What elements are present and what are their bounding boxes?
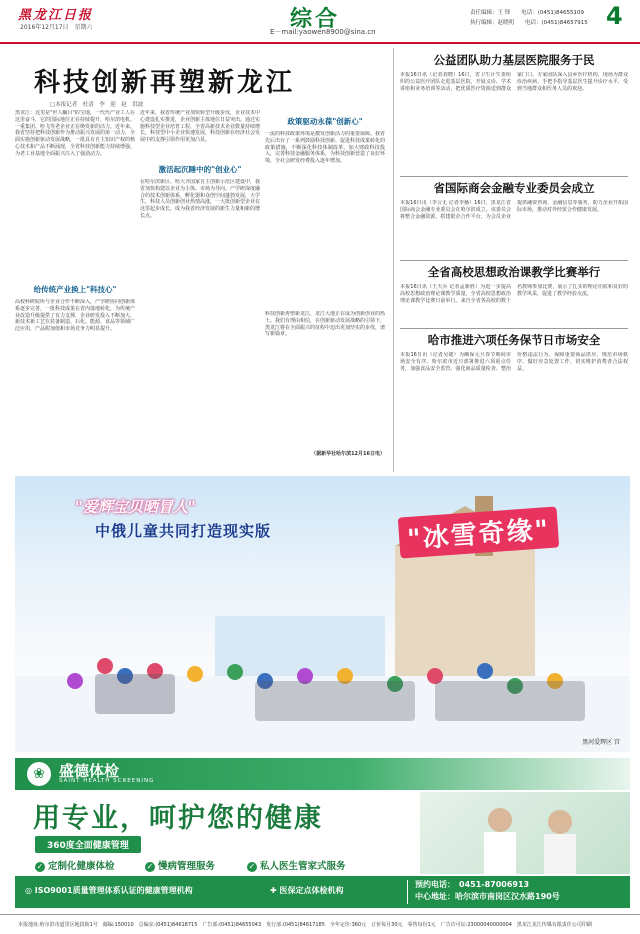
byline: □本报记者 杜清 李 迎 赵 洪波 <box>50 102 144 108</box>
photo-title-highlight: "冰雪奇缘" <box>398 507 560 559</box>
article-paragraph: 黑龙江：这里是"世人瞩目"的宝地，一代代产业工人在这里奋斗，它的国际地位正在持续提升，哈尔滨电机、一重集团、哈飞等老企业正在焕发新的活力。近年来，我省坚持把科技创新作为推动振兴发展的第一动力，全面实施创新驱动发展战略，一批具有自主知识产权的核心技术和产品不断涌现，全省科技创新能力持续增强，为老工业基地全面振兴注入了强劲动力。 <box>15 110 135 157</box>
ad-brand-name: 盛德体检 <box>59 762 120 780</box>
brief-body: 本报16日讯（王天兵 记者孟新胜）为进一步提高高校思想政治理论课教学质量，全省高校思想政治理论课教学比赛日前举行。来自全省各高校的数十名教师参加比赛，展示了扎实的理论功底和良好的教学风采，促进了教学经验交流。 <box>400 284 628 304</box>
ad-iso: ◎ ISO9001质量管理体系认证的健康管理机构 <box>25 886 193 895</box>
ad-hotline: 预约电话： 0451-87006913 <box>415 880 530 889</box>
ad-service-2: ✓ 慢病管理服务 <box>146 861 216 872</box>
check-icon: ✓ <box>248 861 256 871</box>
article-column-3 <box>265 110 385 472</box>
article-column-1 <box>15 110 135 472</box>
brief-body: 本报16日讯（记者吴婕）为确保元旦春节期间市场安全有序，哈尔滨市近日部署推进六项重点任务，加强食品安全监管、强化商品质量检查、整治价格违法行为、保障重要商品供应、规范市场秩序、做好应急处置工作，切实维护消费者合法权益。 <box>400 352 628 372</box>
brief-title: 哈市推进六项任务保节日市场安全 <box>427 333 601 347</box>
ad-brand-english: SAINT HEALTH SCREENING <box>59 778 155 784</box>
editor-info <box>470 8 588 28</box>
ad-tagline: 360度全面健康管理 <box>35 836 141 853</box>
article-paragraph: 高校科研院所与企业合作不断深入，产学研协同创新体系逐步完善，一批科技成果在省内落地转化，为传统产业改造升级提供了有力支撑，企业研发投入不断加大，新技术新工艺在装备制造、石化、能源、食品等领域广泛应用，产品附加值和市场竞争力明显提升。 <box>15 299 135 333</box>
check-icon: ✓ <box>146 861 154 871</box>
ad-brand-bar <box>15 758 630 790</box>
ad-contact <box>415 879 560 903</box>
brief-body: 本报16日讯（记者刘晓）16日，省卫生计生委组织的公益医疗团队走进基层医院，开展义诊、学术讲座和业务培训等活动，把优质医疗资源送到群众家门口。专家团队深入县乡医疗机构，现场为群众诊治疾病，手把手指导基层医生提升诊疗水平，受到当地群众和医务人员的欢迎。 <box>400 72 628 92</box>
ad-footer-bar <box>15 876 630 908</box>
main-headline: 科技创新再塑新龙江 <box>34 68 296 98</box>
divider <box>400 176 628 177</box>
photo-title-event: "爱辉宝贝晒冒人" <box>75 498 196 516</box>
article-subhead: 给传统产业换上"科技心" <box>33 285 117 294</box>
photo-title-main: 中俄儿童共同打造现实版 <box>95 522 272 540</box>
brief-title: 全省高校思想政治课教学比赛举行 <box>427 265 601 279</box>
article-column-2 <box>140 110 260 472</box>
divider <box>400 328 628 329</box>
ad-service-3: ✓ 私人医生管家式服务 <box>248 861 346 872</box>
section-email: E－mail:yaowen8900@sina.cn <box>270 28 376 36</box>
brief-1 <box>400 52 628 180</box>
brief-title: 省国际商会金融专业委员会成立 <box>433 181 595 195</box>
column-divider <box>393 48 394 472</box>
ad-service-1: ✓ 定制化健康体检 <box>36 861 115 872</box>
article-subhead: 政策驱动永葆"创新心" <box>287 117 363 126</box>
brief-3 <box>400 264 628 342</box>
article-paragraph: 科技创新再塑新龙江，龙江大地正在成为创新创业的热土。我们有理由相信，在创新驱动发展战略的引领下，黑龙江将在全面振兴的征程中迈出更加坚实的步伐，谱写新篇章。 <box>265 311 385 338</box>
article-paragraph: 在哈尔滨新区、哈大齐国家自主创新示范区建设中，我省加快构建以企业为主体、市场为导向、产学研深度融合的技术创新体系，孵化器和众创空间蓬勃发展，大学生、科技人员创新创业热情高涨，一大批创新型企业在这里起步成长，成为我省经济发展的新生力量和新的增长点。 <box>140 179 260 219</box>
brief-title: 公益团队助力基层医院服务于民 <box>433 53 595 67</box>
continue-note: （据新华社哈尔滨12月16日电） <box>311 451 385 457</box>
advertisement <box>15 758 630 908</box>
divider <box>400 260 628 261</box>
news-photo <box>15 476 630 752</box>
editor-line: 责任编辑：王 铎 电话：(0451)84655109 <box>470 10 585 16</box>
ad-address: 中心地址：哈尔滨市南岗区汉水路190号 <box>415 892 560 901</box>
article-subhead: 激活起沉睡中的"创业心" <box>158 165 242 174</box>
brief-4 <box>400 332 628 468</box>
design-line: 执行编辑：赵晓明 电话：(0451)84657915 <box>470 20 588 26</box>
page-number: 4 <box>606 2 623 30</box>
article-paragraph: 一流的科技政策环境是激发创新活力的重要保障。我省先后出台了一系列鼓励科技创新、促进科技成果转化的政策措施，不断深化科技体制改革，加大财政科技投入，完善科技金融服务体系，为科技创新营造了良好环境，全社会研发经费投入逐年增加。 <box>265 131 385 165</box>
photo-credit: 黑河爱辉区 宫 <box>582 739 620 746</box>
masthead <box>0 0 640 44</box>
ad-photo <box>420 792 630 874</box>
iso-icon: ◎ <box>25 886 35 895</box>
ad-people-photo <box>420 792 630 874</box>
article-paragraph: 近年来，我省传统产业加快转型升级步伐，企业技术中心建设扎实推进，企业创新主体地位日益突出。通过实施科技型企业培育工程，全省高新技术企业数量持续增长，科技型中小企业快速发展，科技创新在经济社会发展中的支撑引领作用更加凸显。 <box>140 110 260 144</box>
page-footer: 本报地址:哈尔滨市道里区地段街1号 邮编:150010 总编室:(0451)84618715 广告部:(0451)84655043 发行部:(0451)84617185 全年定价:360元 订价每月30元 零售每份1元 广告许可证:23000040000004 黑龙江龙江传媒有限责任公司印刷 <box>0 914 640 934</box>
ad-qualification: ✚ 医保定点体检机构 <box>270 886 344 895</box>
check-icon: ✓ <box>36 861 44 871</box>
brand-logo-icon: ❀ <box>27 762 51 786</box>
ad-slogan: 用专业，呵护您的健康 <box>33 803 323 834</box>
cross-icon: ✚ <box>270 886 280 895</box>
brief-body: 本报16日讯（李言无 记者李播）16日，黑龙江省国际商会金融专业委员会在哈尔滨成立。该委员会将整合金融资源，搭建银企合作平台，为会员企业提供融资咨询、金融信息等服务，助力企业开拓国际市场，推动对外经贸合作健康发展。 <box>400 200 628 220</box>
newspaper-logo: 黑龙江日报 <box>18 8 94 23</box>
brief-2 <box>400 180 628 256</box>
issue-date: 2016年12月17日 星期六 <box>20 24 93 31</box>
section-title: 综合 <box>290 6 341 32</box>
